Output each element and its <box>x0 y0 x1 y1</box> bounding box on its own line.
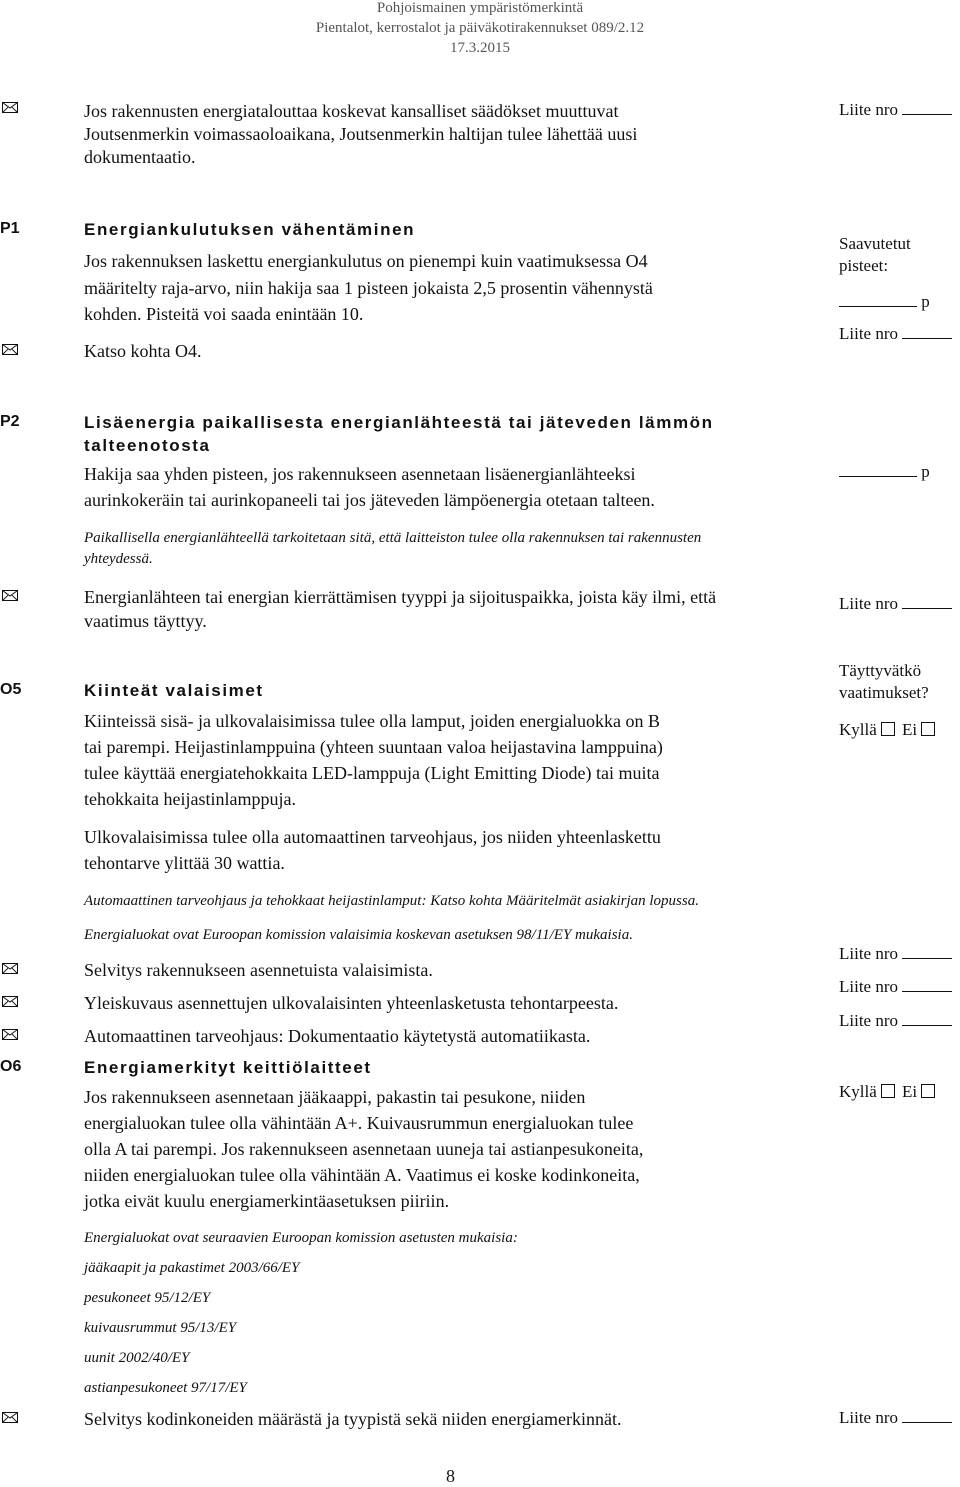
o6-yes-no <box>839 1082 938 1102</box>
o6-line-1: Jos rakennukseen asennetaan jääkaappi, pakastin tai pesukone, niiden <box>84 1087 586 1107</box>
o6-line-5: jotka eivät kuulu energiamerkintäasetuksen piiriin. <box>84 1191 450 1211</box>
p1-line-2: määritelty raja-arvo, niin hakija saa 1 pisteen jokaista 2,5 prosentin vähennystä <box>84 278 653 298</box>
o5-right-label-2: vaatimukset? <box>839 683 929 702</box>
liite-label: Liite nro <box>839 977 899 996</box>
section-code-p2: P2 <box>0 413 20 430</box>
section-code-o6: O6 <box>0 1058 22 1075</box>
liite-number-field[interactable] <box>902 607 952 609</box>
o5-para1-line-2: tai parempi. Heijastinlamppuina (yhteen suuntaan valoa heijastavina lamppuina) <box>84 737 663 757</box>
section-title-o6: Energiamerkityt keittiölaitteet <box>84 1058 372 1077</box>
p2-line-1: Hakija saa yhden pisteen, jos rakennukseen asennetaan lisäenergianlähteeksi <box>84 464 636 484</box>
o6-line-3: olla A tai parempi. Jos rakennukseen asennetaan uuneja tai astianpesukoneita, <box>84 1139 644 1159</box>
p2-points <box>839 462 930 482</box>
liite-number-field[interactable] <box>902 1024 952 1026</box>
liite-number-field[interactable] <box>902 337 952 339</box>
p2-doc-2: vaatimus täyttyy. <box>84 611 207 631</box>
liite-label: Liite nro <box>839 324 899 343</box>
o5-para2-line-2: tehontarve ylittää 30 wattia. <box>84 853 285 873</box>
o6-note-6: astianpesukoneet 97/17/EY <box>84 1380 247 1396</box>
points-field[interactable] <box>839 305 917 307</box>
o5-note-1: Automaattinen tarveohjaus ja tehokkaat heijastinlamput: Katso kohta Määritelmät asiakirjan lopussa. <box>84 893 699 909</box>
section-title-p2-line-2: talteenotosta <box>84 436 211 455</box>
envelope-icon <box>2 963 18 974</box>
p1-line-3: kohden. Pisteitä voi saada enintään 10. <box>84 304 364 324</box>
o6-liite <box>839 1408 952 1428</box>
envelope-icon <box>2 344 18 355</box>
header-date: 17.3.2015 <box>450 40 510 56</box>
liite-label: Liite nro <box>839 100 899 119</box>
envelope-icon <box>2 1412 18 1423</box>
intro-line-3: dokumentaatio. <box>84 147 196 167</box>
o5-yes-no <box>839 720 938 740</box>
yes-checkbox[interactable] <box>881 1084 895 1098</box>
liite-label: Liite nro <box>839 1408 899 1427</box>
liite-label: Liite nro <box>839 594 899 613</box>
p2-doc-1: Energianlähteen tai energian kierrättämisen tyyppi ja sijoituspaikka, joista käy ilmi, että <box>84 587 717 607</box>
points-suffix: p <box>921 292 930 311</box>
p2-line-2: aurinkokeräin tai aurinkopaneeli tai jos jäteveden lämpöenergia otetaan talteen. <box>84 490 655 510</box>
no-checkbox[interactable] <box>921 722 935 736</box>
p1-points <box>839 292 930 312</box>
o6-note-4: kuivausrummut 95/13/EY <box>84 1320 237 1336</box>
o5-para1-line-3: tulee käyttää energiatehokkaita LED-lamppuja (Light Emitting Diode) tai muita <box>84 763 660 783</box>
yes-label: Kyllä <box>839 720 877 739</box>
liite-label: Liite nro <box>839 944 899 963</box>
no-checkbox[interactable] <box>921 1084 935 1098</box>
p1-doc: Katso kohta O4. <box>84 341 202 361</box>
o5-note-2: Energialuokat ovat Euroopan komission valaisimia koskevan asetuksen 98/11/EY mukaisia. <box>84 927 633 943</box>
p1-liite <box>839 324 952 344</box>
p1-line-1: Jos rakennuksen laskettu energiankulutus on pienempi kuin vaatimuksessa O4 <box>84 251 648 271</box>
p2-note-2: yhteydessä. <box>84 551 153 567</box>
o5-liite-3 <box>839 1011 952 1031</box>
o6-doc: Selvitys kodinkoneiden määrästä ja tyypistä sekä niiden energiamerkinnät. <box>84 1409 622 1429</box>
section-title-o5: Kiinteät valaisimet <box>84 681 264 700</box>
envelope-icon <box>2 102 18 113</box>
o5-doc-1: Selvitys rakennukseen asennetuista valaisimista. <box>84 960 433 980</box>
o6-line-4: niiden energialuokan tulee olla vähintään A. Vaatimus ei koske kodinkoneita, <box>84 1165 640 1185</box>
section-title-p1: Energiankulutuksen vähentäminen <box>84 220 416 239</box>
liite-number-field[interactable] <box>902 113 952 115</box>
envelope-icon <box>2 1029 18 1040</box>
no-label: Ei <box>902 720 918 739</box>
o6-note-5: uunit 2002/40/EY <box>84 1350 190 1366</box>
o5-doc-3: Automaattinen tarveohjaus: Dokumentaatio käytetystä automatiikasta. <box>84 1026 591 1046</box>
p1-right-label-1: Saavutetut <box>839 234 911 253</box>
o5-para2-line-1: Ulkovalaisimissa tulee olla automaattinen tarveohjaus, jos niiden yhteenlaskettu <box>84 827 661 847</box>
liite-number-field[interactable] <box>902 1421 952 1423</box>
o5-liite-2 <box>839 977 952 997</box>
header-title: Pohjoismainen ympäristömerkintä <box>376 0 584 16</box>
o5-para1-line-4: tehokkaita heijastinlamppuja. <box>84 789 296 809</box>
section-title-p2-line-1: Lisäenergia paikallisesta energianlähteestä tai jäteveden lämmön <box>84 413 714 432</box>
o5-right-label-1: Täyttyvätkö <box>839 661 922 680</box>
o5-para1-line-1: Kiinteissä sisä- ja ulkovalaisimissa tulee olla lamput, joiden energialuokka on B <box>84 711 661 731</box>
points-suffix: p <box>921 462 930 481</box>
section-code-p1: P1 <box>0 220 20 237</box>
envelope-icon <box>2 590 18 601</box>
section-code-o5: O5 <box>0 681 22 698</box>
no-label: Ei <box>902 1082 918 1101</box>
page-number: 8 <box>446 1466 455 1486</box>
o6-note-1: Energialuokat ovat seuraavien Euroopan komission asetusten mukaisia: <box>84 1230 518 1246</box>
o6-line-2: energialuokan tulee olla vähintään A+. Kuivausrummun energialuokan tulee <box>84 1113 634 1133</box>
liite-number-field[interactable] <box>902 957 952 959</box>
liite-label: Liite nro <box>839 1011 899 1030</box>
envelope-icon <box>2 996 18 1007</box>
yes-checkbox[interactable] <box>881 722 895 736</box>
header-subtitle: Pientalot, kerrostalot ja päiväkotirakennukset 089/2.12 <box>315 20 645 36</box>
p1-right-label-2: pisteet: <box>839 256 889 275</box>
intro-line-2: Joutsenmerkin voimassaoloaikana, Joutsenmerkin haltijan tulee lähettää uusi <box>84 124 638 144</box>
intro-line-1: Jos rakennusten energiatalouttaa koskevat kansalliset säädökset muuttuvat <box>84 101 619 121</box>
o6-note-3: pesukoneet 95/12/EY <box>84 1290 211 1306</box>
points-field[interactable] <box>839 475 917 477</box>
p2-note-1: Paikallisella energianlähteellä tarkoitetaan sitä, että laitteiston tulee olla rakennuksen tai rakennusten <box>84 530 702 546</box>
intro-liite <box>839 100 952 120</box>
o5-doc-2: Yleiskuvaus asennettujen ulkovalaisinten yhteenlasketusta tehontarpeesta. <box>84 993 619 1013</box>
liite-number-field[interactable] <box>902 990 952 992</box>
o6-note-2: jääkaapit ja pakastimet 2003/66/EY <box>84 1260 300 1276</box>
yes-label: Kyllä <box>839 1082 877 1101</box>
p2-liite <box>839 594 952 614</box>
o5-liite-1 <box>839 944 952 964</box>
